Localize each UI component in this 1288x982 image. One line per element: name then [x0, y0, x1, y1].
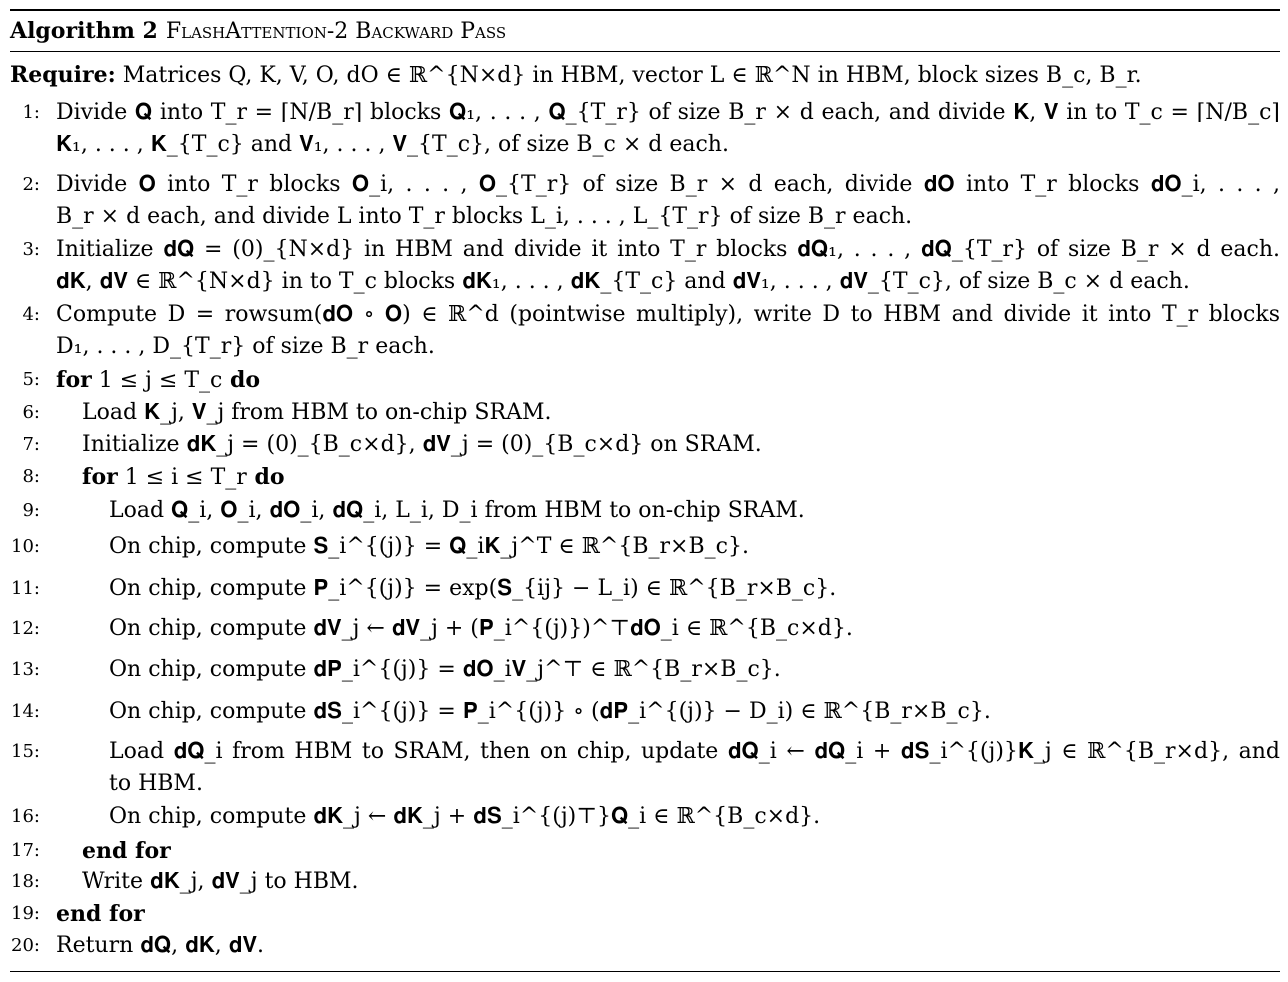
- require-label: Require:: [10, 62, 116, 88]
- line-text: On chip, compute 𝐝𝐊_j ← 𝐝𝐊_j + 𝐝𝐒_i^{(j)⊤}𝐐_i ∈ ℝ^{B_c×d}.: [109, 804, 821, 829]
- line-number: 9:: [22, 500, 40, 521]
- line-number: 1:: [22, 102, 40, 123]
- line-number: 3:: [22, 239, 40, 260]
- line-text: Write 𝐝𝐊_j, 𝐝𝐕_j to HBM.: [82, 869, 359, 894]
- line-text: Return 𝐝𝐐, 𝐝𝐊, 𝐝𝐕.: [56, 933, 265, 958]
- line-text: On chip, compute 𝐏_i^{(j)} = exp(𝐒_{ij} − L_i) ∈ ℝ^{B_r×B_c}.: [109, 576, 837, 601]
- line-text: Load 𝐊_j, 𝐕_j from HBM to on-chip SRAM.: [82, 400, 552, 425]
- line-number: 10:: [11, 536, 40, 557]
- line-number: 2:: [22, 174, 40, 195]
- line-continuation-text: 𝐝𝐊, 𝐝𝐕 ∈ ℝ^{N×d} in to T_c blocks 𝐝𝐊₁, . . . , 𝐝𝐊_{T_c} and 𝐝𝐕₁, . . . , 𝐝𝐕_{T_c}, of size B_c × d each.: [56, 269, 1190, 294]
- line-continuation-text: B_r × d each, and divide L into T_r blocks L_i, . . . , L_{T_r} of size B_r each.: [56, 204, 913, 229]
- line-text: Compute D = rowsum(𝐝𝐎 ∘ 𝐎) ∈ ℝ^d (pointwise multiply), write D to HBM and divide it into T_r blocks: [56, 302, 1280, 327]
- line-text: On chip, compute 𝐝𝐏_i^{(j)} = 𝐝𝐎_i𝐕_j^⊤ ∈ ℝ^{B_r×B_c}.: [109, 657, 781, 682]
- line-number: 7:: [22, 434, 40, 455]
- line-text: for 1 ≤ j ≤ T_c do: [56, 367, 261, 393]
- algorithm-caption: [10, 16, 506, 47]
- line-text: Initialize 𝐝𝐊_j = (0)_{B_c×d}, 𝐝𝐕_j = (0)_{B_c×d} on SRAM.: [82, 432, 762, 457]
- caption-rule: [10, 51, 1280, 52]
- top-rule: [10, 9, 1280, 11]
- require-text: Matrices Q, K, V, O, dO ∈ ℝ^{N×d} in HBM, vector L ∈ ℝ^N in HBM, block sizes B_c, B_r.: [122, 63, 1142, 88]
- line-text: On chip, compute 𝐝𝐕_j ← 𝐝𝐕_j + (𝐏_i^{(j)})^⊤𝐝𝐎_i ∈ ℝ^{B_c×d}.: [109, 616, 853, 641]
- line-text: On chip, compute 𝐒_i^{(j)} = 𝐐_i𝐊_j^T ∈ ℝ^{B_r×B_c}.: [109, 534, 749, 559]
- line-continuation-text: to HBM.: [109, 771, 203, 796]
- bottom-rule: [10, 971, 1280, 972]
- line-text: Divide 𝐎 into T_r blocks 𝐎_i, . . . , 𝐎_{T_r} of size B_r × d each, divide 𝐝𝐎 into T_r blocks 𝐝𝐎_i, . . . ,: [56, 172, 1280, 197]
- line-number: 13:: [11, 659, 40, 680]
- line-number: 8:: [22, 466, 40, 487]
- line-number: 12:: [11, 618, 40, 639]
- line-number: 16:: [11, 806, 40, 827]
- line-number: 4:: [22, 304, 40, 325]
- line-text: end for: [56, 901, 145, 927]
- line-number: 11:: [11, 578, 40, 599]
- line-continuation-text: 𝐊₁, . . . , 𝐊_{T_c} and 𝐕₁, . . . , 𝐕_{T_c}, of size B_c × d each.: [56, 132, 729, 157]
- line-number: 14:: [11, 701, 40, 722]
- algorithm-title: FlashAttention-2 Backward Pass: [165, 19, 507, 44]
- line-text: Load 𝐐_i, 𝐎_i, 𝐝𝐎_i, 𝐝𝐐_i, L_i, D_i from HBM to on-chip SRAM.: [109, 498, 805, 523]
- algorithm-label: Algorithm 2: [10, 18, 158, 44]
- line-text: for 1 ≤ i ≤ T_r do: [82, 464, 285, 490]
- line-number: 20:: [11, 935, 40, 956]
- line-number: 6:: [22, 402, 40, 423]
- algorithm-box: [10, 9, 1280, 972]
- line-text: Divide 𝐐 into T_r = ⌈N/B_r⌉ blocks 𝐐₁, . . . , 𝐐_{T_r} of size B_r × d each, and divide 𝐊, 𝐕 in to T_c = ⌈N/B_c⌉: [56, 100, 1280, 125]
- line-text: end for: [82, 838, 171, 864]
- line-number: 19:: [11, 903, 40, 924]
- line-text: On chip, compute 𝐝𝐒_i^{(j)} = 𝐏_i^{(j)} ∘ (𝐝𝐏_i^{(j)} − D_i) ∈ ℝ^{B_r×B_c}.: [109, 699, 991, 724]
- line-number: 17:: [11, 840, 40, 861]
- line-text: Load 𝐝𝐐_i from HBM to SRAM, then on chip, update 𝐝𝐐_i ← 𝐝𝐐_i + 𝐝𝐒_i^{(j)}𝐊_j ∈ ℝ^{B_r×d}, and: [109, 739, 1280, 764]
- line-text: Initialize 𝐝𝐐 = (0)_{N×d} in HBM and divide it into T_r blocks 𝐝𝐐₁, . . . , 𝐝𝐐_{T_r} of size B_r × d each.: [56, 237, 1280, 262]
- line-number: 5:: [22, 369, 40, 390]
- line-continuation-text: D₁, . . . , D_{T_r} of size B_r each.: [56, 334, 435, 359]
- line-number: 18:: [11, 871, 40, 892]
- line-number: 15:: [11, 741, 40, 762]
